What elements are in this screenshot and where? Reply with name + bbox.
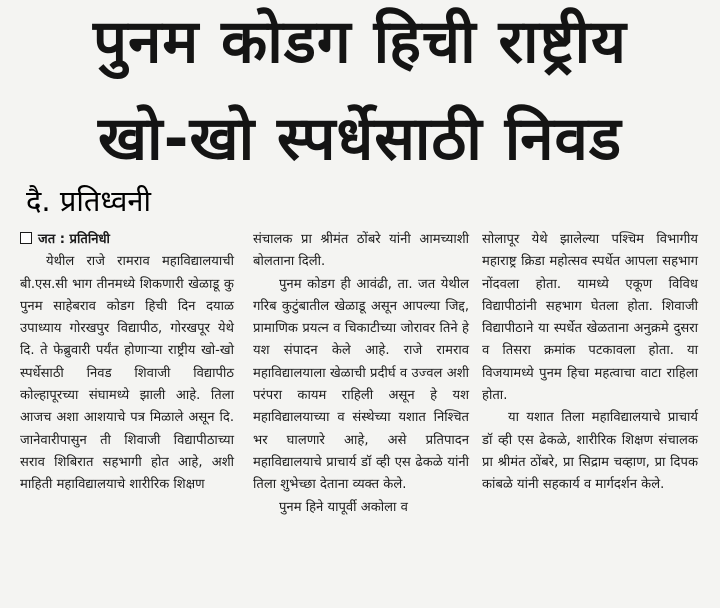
checkbox-square-icon bbox=[20, 232, 32, 244]
article-paragraph: येथील राजे रामराव महाविद्यालयाची बी.एस.सी भाग तीनमध्ये शिकणारी खेळाडू कु पुनम साहेबराव कोडग हिची दिन दयाळ उपाध्याय गोरखपुर विद्यापीठ, गोरखपूर येथे दि. ते फेब्रुवारी पर्यंत होणाऱ्या राष्ट्रीय खो-खो स्पर्धेसाठी निवड शिवाजी विद्यापीठ कोल्हापूरच्या संघामध्ये झाली आहे. तिला आजच अशा आशयाचे पत्र मिळाले असून दि. जानेवारीपासुन ती शिवाजी विद्यापीठाच्या सराव शिबिरात सहभागी होत आहे, अशी माहिती महाविद्यालयाचे शारीरिक शिक्षण bbox=[20, 254, 234, 493]
byline: जत : प्रतिनिधी bbox=[38, 232, 110, 247]
article-paragraph: सोलापूर येथे झालेल्या पश्चिम विभागीय महाराष्ट्र क्रिडा महोत्सव स्पर्धेत आपला सहभाग नोंदवला होता. यामध्ये एकूण विविध विद्यापीठांनी सहभाग घेतला होता. शिवाजी विद्यापीठाने या स्पर्धेत खेळताना अनुक्रमे दुसरा व तिसरा क्रमांक पटकावला होता. या विजयामध्ये पुनम हिचा महत्वाचा वाटा राहिला होता. bbox=[482, 232, 698, 404]
article-paragraph: या यशात तिला महाविद्यालयाचे प्राचार्य डॉ व्ही एस ढेकळे, शारीरिक शिक्षण संचालक प्रा श्रीमंत ठोंबरे, प्रा सिद्राम चव्हाण, प्रा दिपक कांबळे यांनी सहकार्य व मार्गदर्शन केले. bbox=[482, 410, 698, 493]
headline-line-1: पुनम कोडग हिची राष्ट्रीय bbox=[93, 7, 627, 77]
article-paragraph: संचालक प्रा श्रीमंत ठोंबरे यांनी आमच्याशी बोलताना दिली. bbox=[253, 232, 469, 270]
newspaper-source: दै. प्रतिध्वनी bbox=[26, 184, 152, 218]
article-paragraph: पुनम कोडग ही आवंढी, ता. जत येथील गरिब कुटुंबातील खेळाडू असून आपल्या जिद्द, प्रामाणिक प्रयत्न व चिकाटीच्या जोरावर तिने हे यश संपादन केले आहे. राजे रामराव महाविद्यालयाला खेळाची प्रदीर्घ व उज्वल अशी परंपरा कायम राहिली असून हे यश महाविद्यालयाच्या व संस्थेच्या यशात निश्चित भर घालणारे आहे, असे प्रतिपादन महाविद्यालयाचे प्राचार्य डॉ व्ही एस ढेकळे यांनी तिला शुभेच्छा देताना व्यक्त केले. bbox=[253, 276, 469, 493]
article-column-2 bbox=[253, 229, 469, 519]
article-column-1 bbox=[20, 229, 234, 497]
headline-line-2: खो-खो स्पर्धेसाठी निवड bbox=[97, 104, 623, 174]
article-column-3 bbox=[482, 229, 698, 497]
byline-row bbox=[20, 229, 234, 251]
article-paragraph: पुनम हिने यापूर्वी अकोला व bbox=[279, 499, 408, 515]
